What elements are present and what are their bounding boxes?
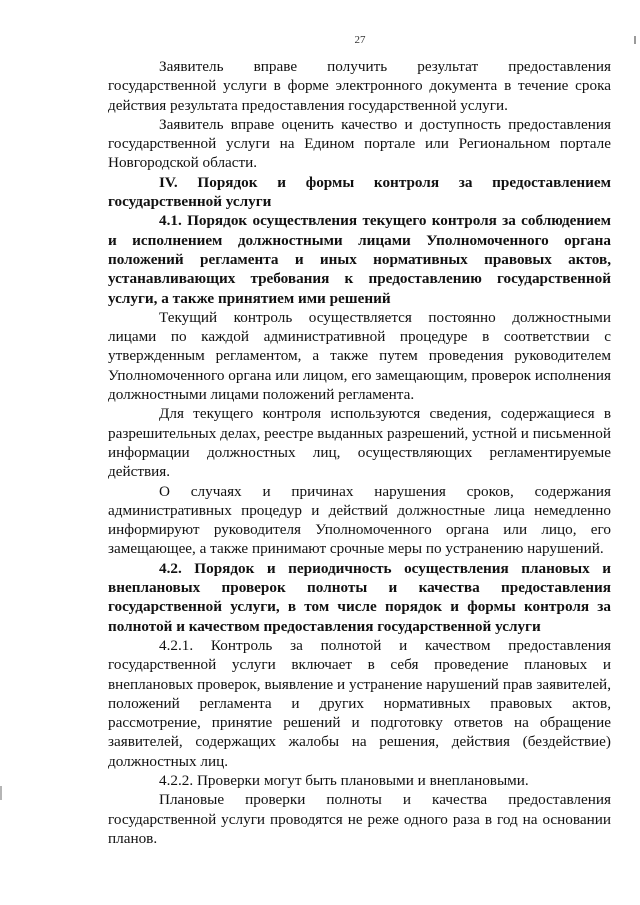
paragraph-quality-rating: Заявитель вправе оценить качество и доступность предоставления государственной услуги на Едином портале или Региональном портале Новгородской области. <box>108 115 611 172</box>
subsection-heading-4-1: 4.1. Порядок осуществления текущего контроля за соблюдением и исполнением должностными лицами Уполномоченного органа положений регламента и иных нормативных правовых актов, устанавливающих требования к предоставлению государственной услуги, а также принятием ими решений <box>108 212 611 307</box>
paragraph-planned-checks: Плановые проверки полноты и качества предоставления государственной услуги проводятся не реже одного раза в год на основании планов. <box>108 791 611 847</box>
paragraph-result-electronic: Заявитель вправе получить результат предоставления государственной услуги в форме электронного документа в течение срока действия результата предоставления государственной услуги. <box>108 58 611 114</box>
page-number: 27 <box>354 34 366 46</box>
paragraph-4-2-2: 4.2.2. Проверки могут быть плановыми и внеплановыми. <box>159 771 529 789</box>
paragraph-4-2-1: 4.2.1. Контроль за полнотой и качеством предоставления государственной услуги включает в себя проведение плановых и внеплановых проверок, выявление и устранение нарушений прав заявителей, положений регламента и других нормативных правовых актов, рассмотрение, принятие решений и подготовку ответов на обращение заявителей, содержащих жалобы на решения, действия (бездействие) должностных лиц. <box>108 636 611 770</box>
section-heading-iv: IV. Порядок и формы контроля за предоставлением государственной услуги <box>108 173 611 211</box>
document-body <box>108 57 611 848</box>
scan-edge-mark-left <box>0 786 2 800</box>
paragraph-control-information: Для текущего контроля используются сведения, содержащиеся в разрешительных делах, реестре выданных разрешений, устной и письменной информации должностных лиц, осуществляющих регламентируемые действия. <box>108 405 611 481</box>
paragraph-violations: О случаях и причинах нарушения сроков, содержания административных процедур и действий должностные лица немедленно информируют руководителя Уполномоченного органа или лицо, его замещающее, а также принимают срочные меры по устранению нарушений. <box>108 482 611 558</box>
scan-edge-mark <box>634 36 636 44</box>
paragraph-current-control: Текущий контроль осуществляется постоянно должностными лицами по каждой административной процедуре в соответствии с утвержденным регламентом, а также путем проведения руководителем Уполномоченного органа или лицом, его замещающим, проверок исполнения должностными лицами положений регламента. <box>108 308 611 404</box>
subsection-heading-4-2: 4.2. Порядок и периодичность осуществления плановых и внеплановых проверок полноты и качества предоставления государственной услуги, в том числе порядок и формы контроля за полнотой и качеством предоставления государственной услуги <box>108 559 611 635</box>
